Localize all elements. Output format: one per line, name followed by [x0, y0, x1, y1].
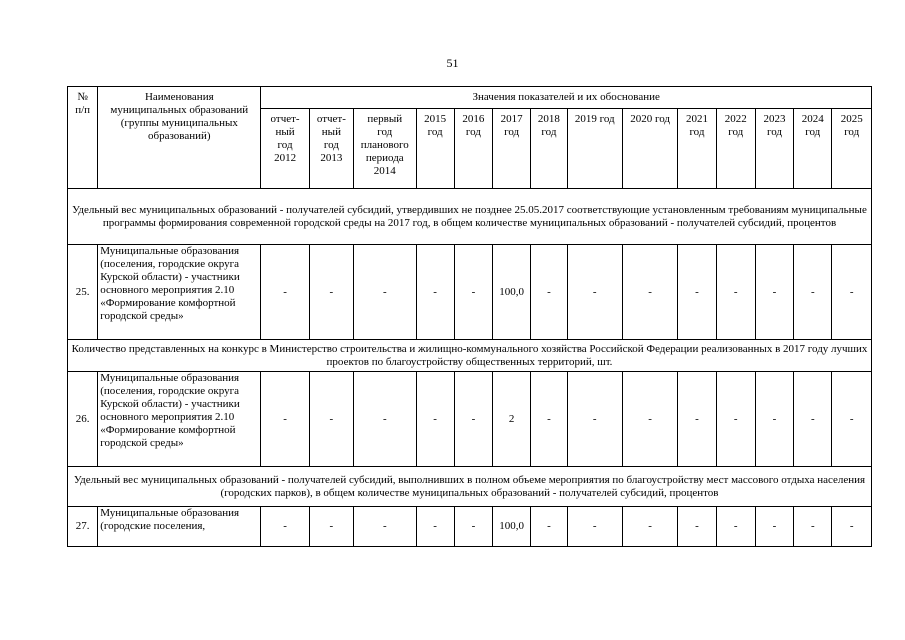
- section-title: Количество представленных на конкурс в Министерство строительства и жилищно-коммунального хозяйства Российской Федерации реализованных в 2017 году лучших проектов по благоустройству общественных территорий, шт.: [68, 340, 872, 372]
- header-year-2: первый год планового периода 2014: [354, 109, 416, 189]
- value-cell: -: [416, 507, 454, 547]
- value-cell: -: [832, 372, 872, 467]
- section-title-row: [68, 189, 872, 245]
- indicators-table: [67, 86, 872, 547]
- section-title: Удельный вес муниципальных образований - получателей субсидий, утвердивших не позднее 25.05.2017 соответствующие установленным требованиям муниципальные программы формирования современной городской среды на 2017 год, в общем количестве муниципальных образований - получателей субсидий, процентов: [68, 189, 872, 245]
- value-cell: -: [755, 372, 793, 467]
- value-cell: -: [832, 507, 872, 547]
- header-year-8: 2020 год: [622, 109, 677, 189]
- value-cell: -: [309, 372, 353, 467]
- header-year-10: 2022 год: [716, 109, 755, 189]
- page-number: 51: [446, 56, 459, 70]
- table-body: [68, 189, 872, 547]
- header-year-4: 2016 год: [454, 109, 492, 189]
- row-name: Муниципальные образования (поселения, городские округа Курской области) - участники основного мероприятия 2.10 «Формирование комфортной городской среды»: [98, 372, 261, 467]
- value-cell: -: [261, 372, 309, 467]
- row-name: Муниципальные образования (поселения, городские округа Курской области) - участники основного мероприятия 2.10 «Формирование комфортной городской среды»: [98, 245, 261, 340]
- value-cell: -: [416, 245, 454, 340]
- value-cell: -: [567, 372, 622, 467]
- value-cell: -: [716, 245, 755, 340]
- table-row: [68, 245, 872, 340]
- section-title-row: [68, 467, 872, 507]
- header-year-5: 2017 год: [493, 109, 531, 189]
- value-cell: -: [716, 372, 755, 467]
- value-cell: -: [454, 245, 492, 340]
- header-values-title: Значения показателей и их обоснование: [261, 87, 872, 109]
- section-title: Удельный вес муниципальных образований - получателей субсидий, выполнивших в полном объеме мероприятия по благоустройству мест массового отдыха населения (городских парков), в общем количестве муниципальных образований - получателей субсидий, процентов: [68, 467, 872, 507]
- value-cell: -: [354, 507, 416, 547]
- value-cell: -: [454, 372, 492, 467]
- value-cell: -: [678, 372, 716, 467]
- row-number: 27.: [68, 507, 98, 547]
- header-year-7: 2019 год: [567, 109, 622, 189]
- value-cell: -: [309, 507, 353, 547]
- value-cell: -: [261, 245, 309, 340]
- value-cell: -: [755, 507, 793, 547]
- value-cell: -: [261, 507, 309, 547]
- value-cell: 100,0: [493, 245, 531, 340]
- header-year-12: 2024 год: [794, 109, 832, 189]
- value-cell: -: [832, 245, 872, 340]
- value-cell: -: [622, 372, 677, 467]
- row-number: 25.: [68, 245, 98, 340]
- header-year-0: отчет- ный год 2012: [261, 109, 309, 189]
- value-cell: -: [567, 507, 622, 547]
- row-name: Муниципальные образования (городские поселения,: [98, 507, 261, 547]
- value-cell: -: [531, 372, 567, 467]
- value-cell: -: [416, 372, 454, 467]
- value-cell: -: [794, 507, 832, 547]
- header-year-3: 2015 год: [416, 109, 454, 189]
- table-row: [68, 372, 872, 467]
- value-cell: 2: [493, 372, 531, 467]
- section-title-row: [68, 340, 872, 372]
- value-cell: -: [794, 372, 832, 467]
- value-cell: -: [622, 507, 677, 547]
- value-cell: -: [354, 372, 416, 467]
- header-num: № п/п: [68, 87, 98, 189]
- value-cell: -: [622, 245, 677, 340]
- value-cell: -: [531, 507, 567, 547]
- value-cell: 100,0: [493, 507, 531, 547]
- value-cell: -: [531, 245, 567, 340]
- row-number: 26.: [68, 372, 98, 467]
- value-cell: -: [678, 507, 716, 547]
- header-name: Наименования муниципальных образований (группы муниципальных образований): [98, 87, 261, 189]
- header-year-6: 2018 год: [531, 109, 567, 189]
- value-cell: -: [354, 245, 416, 340]
- table-row: [68, 507, 872, 547]
- value-cell: -: [678, 245, 716, 340]
- value-cell: -: [794, 245, 832, 340]
- header-year-9: 2021 год: [678, 109, 716, 189]
- value-cell: -: [454, 507, 492, 547]
- value-cell: -: [567, 245, 622, 340]
- value-cell: -: [716, 507, 755, 547]
- header-year-1: отчет- ный год 2013: [309, 109, 353, 189]
- header-year-11: 2023 год: [755, 109, 793, 189]
- value-cell: -: [755, 245, 793, 340]
- value-cell: -: [309, 245, 353, 340]
- header-year-13: 2025 год: [832, 109, 872, 189]
